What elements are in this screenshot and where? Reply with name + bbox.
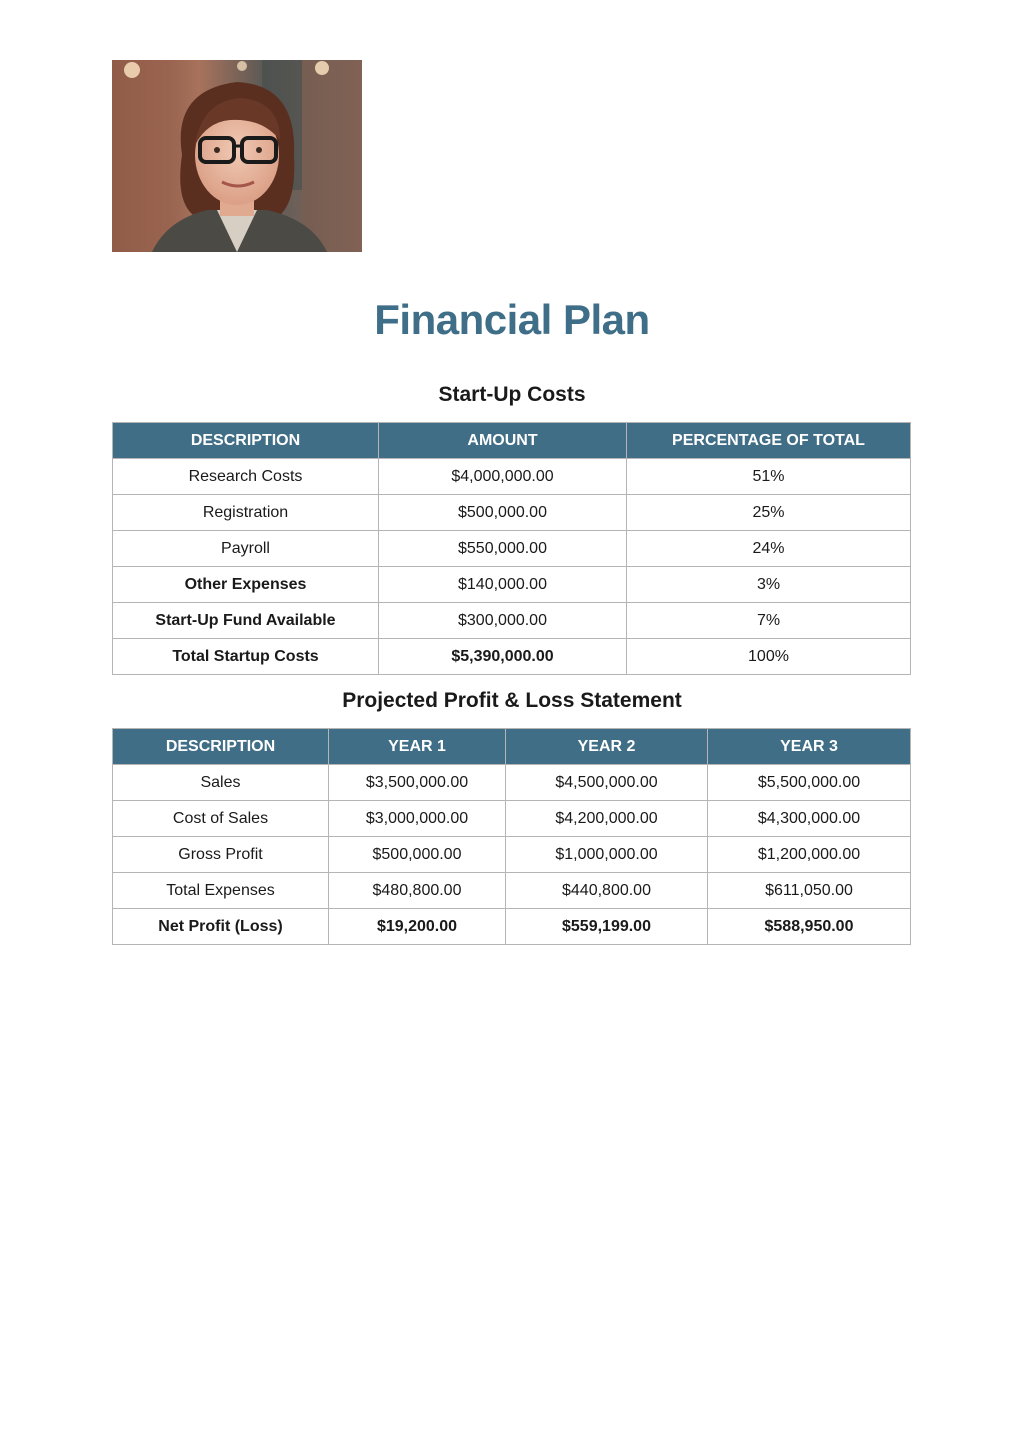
description-cell: Total Expenses bbox=[113, 873, 329, 909]
table-row bbox=[113, 765, 911, 801]
percentage-cell: 7% bbox=[627, 603, 911, 639]
description-cell: Registration bbox=[113, 495, 379, 531]
column-header: YEAR 3 bbox=[708, 729, 911, 765]
column-header: DESCRIPTION bbox=[113, 729, 329, 765]
table-total-row bbox=[113, 909, 911, 945]
column-header: AMOUNT bbox=[379, 423, 627, 459]
table-row bbox=[113, 567, 911, 603]
percentage-cell: 24% bbox=[627, 531, 911, 567]
table-row bbox=[113, 495, 911, 531]
amount-cell: $140,000.00 bbox=[379, 567, 627, 603]
column-header: DESCRIPTION bbox=[113, 423, 379, 459]
table-row bbox=[113, 603, 911, 639]
description-cell: Other Expenses bbox=[113, 567, 379, 603]
startup-costs-table bbox=[112, 422, 911, 675]
year3-cell: $4,300,000.00 bbox=[708, 801, 911, 837]
description-cell: Payroll bbox=[113, 531, 379, 567]
year1-cell: $3,500,000.00 bbox=[329, 765, 506, 801]
table-row bbox=[113, 801, 911, 837]
page-title: Financial Plan bbox=[374, 296, 650, 343]
year2-cell: $4,200,000.00 bbox=[506, 801, 708, 837]
description-cell: Start-Up Fund Available bbox=[113, 603, 379, 639]
percentage-cell: 3% bbox=[627, 567, 911, 603]
year2-cell: $1,000,000.00 bbox=[506, 837, 708, 873]
description-cell: Net Profit (Loss) bbox=[113, 909, 329, 945]
table-row bbox=[113, 531, 911, 567]
year2-cell: $4,500,000.00 bbox=[506, 765, 708, 801]
percentage-cell: 100% bbox=[627, 639, 911, 675]
year1-cell: $500,000.00 bbox=[329, 837, 506, 873]
year2-cell: $440,800.00 bbox=[506, 873, 708, 909]
percentage-cell: 25% bbox=[627, 495, 911, 531]
amount-cell: $300,000.00 bbox=[379, 603, 627, 639]
description-cell: Research Costs bbox=[113, 459, 379, 495]
year1-cell: $480,800.00 bbox=[329, 873, 506, 909]
year1-cell: $19,200.00 bbox=[329, 909, 506, 945]
year3-cell: $5,500,000.00 bbox=[708, 765, 911, 801]
year3-cell: $1,200,000.00 bbox=[708, 837, 911, 873]
table-row bbox=[113, 459, 911, 495]
amount-cell: $550,000.00 bbox=[379, 531, 627, 567]
table-header-row bbox=[113, 423, 911, 459]
description-cell: Sales bbox=[113, 765, 329, 801]
amount-cell: $4,000,000.00 bbox=[379, 459, 627, 495]
column-header: PERCENTAGE OF TOTAL bbox=[627, 423, 911, 459]
table-row bbox=[113, 837, 911, 873]
description-cell: Cost of Sales bbox=[113, 801, 329, 837]
year3-cell: $588,950.00 bbox=[708, 909, 911, 945]
profit-loss-table bbox=[112, 728, 911, 945]
year1-cell: $3,000,000.00 bbox=[329, 801, 506, 837]
table-total-row bbox=[113, 639, 911, 675]
percentage-cell: 51% bbox=[627, 459, 911, 495]
profit-loss-title: Projected Profit & Loss Statement bbox=[342, 689, 682, 712]
description-cell: Total Startup Costs bbox=[113, 639, 379, 675]
column-header: YEAR 1 bbox=[329, 729, 506, 765]
column-header: YEAR 2 bbox=[506, 729, 708, 765]
amount-cell: $500,000.00 bbox=[379, 495, 627, 531]
portrait-photo bbox=[112, 60, 362, 252]
table-row bbox=[113, 873, 911, 909]
year2-cell: $559,199.00 bbox=[506, 909, 708, 945]
description-cell: Gross Profit bbox=[113, 837, 329, 873]
startup-costs-title: Start-Up Costs bbox=[438, 383, 586, 406]
year3-cell: $611,050.00 bbox=[708, 873, 911, 909]
amount-cell: $5,390,000.00 bbox=[379, 639, 627, 675]
table-header-row bbox=[113, 729, 911, 765]
